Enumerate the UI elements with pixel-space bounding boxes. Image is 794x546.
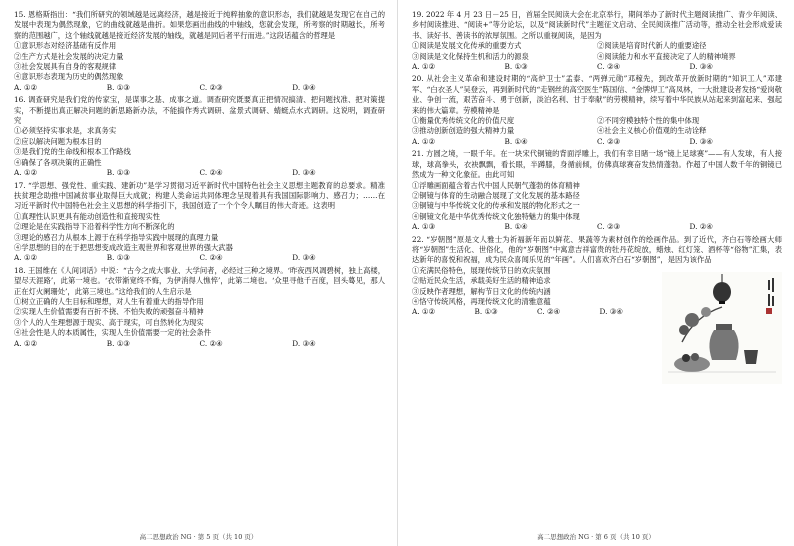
statement: ②不同穷模独特个性的集中体现: [597, 116, 700, 126]
page-footer: 高二思想政治 NG · 第 5 页（共 10 页）: [139, 533, 258, 541]
page-footer: 高二思想政治 NG · 第 6 页（共 10 页）: [537, 533, 655, 541]
question-22-stem: 22. “岁朝图”原是文人雅士为祈福新年而以鲜花、果蔬等为素材创作的绘画作品。到了近代，齐白石等绘画大师将“岁朝图”生活化、世俗化，他的“岁朝图”中寓意吉祥富贵的牡丹花绽放，蜡烛、红灯笼、酒杯等“俗物”汇集，表达新年的喜悦和祝福，成为民众喜闻乐见的“年画”。人们喜欢齐白石“岁朝图”，是因为该作品: [412, 234, 782, 265]
statement: ③社会发展具有自身的客观规律: [14, 62, 117, 72]
statement: ④确保了各项决策的正确性: [14, 157, 102, 167]
option-d: D. ③④: [599, 307, 623, 317]
question-15-stem: 15. 恩格斯指出：“我们所研究的领域越是远离经济，越是接近于纯粹抽象的意识形态，我们就越是发现它在自己的发展中表现为偶然现象，它的曲线就越是曲折。如果您画出曲线的中轴线，您就会发现，所考察的时期越长，所考察的范围越广，这个轴线就越是接近经济发展的轴线，就越是同后者平行而进。”这段话蕴含的哲理是: [14, 10, 385, 40]
statement: ①阅读是发展文化传承的重要方式: [412, 41, 522, 51]
option-a: A. ①③: [412, 222, 435, 232]
option-a: A. ①②: [412, 307, 435, 317]
question-16: [14, 95, 385, 178]
question-22-body: [412, 266, 782, 384]
statement: ①树立正确的人生目标和理想，对人生有着重大的指导作用: [14, 296, 204, 306]
option-d: D. ②④: [689, 222, 713, 232]
statement: ③反映作者理想，解构节日文化的传统内涵: [412, 286, 551, 296]
option-b: B. ①③: [474, 307, 498, 317]
statement: ①意识形态对经济基础有反作用: [14, 41, 117, 51]
answer-options: [14, 83, 385, 93]
option-b: B. ①④: [504, 136, 528, 146]
statement: ④社会性是人的本质属性，实现人生价值需要一定的社会条件: [14, 328, 212, 338]
statement: ④社会主义核心价值观的生动诠释: [597, 126, 707, 136]
answer-options: [412, 137, 782, 147]
option-b: B. ①③: [106, 338, 130, 348]
option-d: D. ③④: [689, 136, 713, 146]
answer-options: [14, 168, 385, 178]
question-22-choices: [412, 266, 662, 384]
statement: ①必须坚持实事求是，求真务实: [14, 126, 117, 136]
statement: ②阅读是培育时代新人的重要途径: [597, 41, 707, 51]
option-a: A. ①②: [14, 338, 37, 348]
statement: ②贴近民众生活，承载美好生活的精神追求: [412, 276, 551, 286]
answer-options: [412, 307, 662, 317]
option-c: C. ②④: [597, 62, 621, 72]
question-17-stem: 17. “学思想、强党性、重实践、建新功”是学习贯彻习近平新时代中国特色社会主义思想主题教育的总要求。精准扶贫理念助推中国减贫事业取得巨大成就；构建人类命运共同体理念呈现着具有我国国际影响力、感召力；……在习近平新时代中国特色社会主义思想的科学指引下，我国创造了一个个令人瞩目的伟大奇迹。这表明: [14, 180, 385, 211]
option-c: C. ②④: [199, 168, 223, 178]
question-19-stem: 19. 2022 年 4 月 23 日－25 日，首届全民阅读大会在北京举行，期间举办了新时代主题阅读推广、青少年阅读、乡村阅读推进、“阅读+”等分论坛，以及“阅读新时代”主题征文启动、全民阅读推广活动等，推动全社会形成爱读书、读好书、善读书的浓厚氛围。之所以重视阅读，是因为: [412, 10, 782, 40]
question-21-stem: 21. 方圆之境，一眼千年。在一块宋代铜镜的背面浮雕上，我们有幸目睹一场“镜上足球赛”——有人发球，有人接球，球高拳头，衣袂飘飘，看长眼，半蹲膝，身循前倾，仿佛真球赛奋发热情蓬勃。作超了中国人数千年的铜镜已然成为一种文化象征。由此可知: [412, 149, 782, 180]
option-a: A. ①②: [14, 253, 37, 263]
statement: ③铜镜与中华传统文化的传承和发展的物化形式之一: [412, 201, 580, 211]
statement: ①浮雕画面蕴含着古代中国人民朝气蓬勃的体育精神: [412, 180, 580, 190]
statement: ④恪守传统风格，再现传统文化的清雅意蕴: [412, 296, 551, 306]
statement: ②实现人生价值需要有百折不挠、不怕失败的顽强奋斗精神: [14, 307, 204, 317]
question-18: [14, 266, 385, 349]
option-b: B. ①③: [106, 253, 130, 263]
answer-options: [412, 62, 782, 72]
option-b: B. ①③: [106, 168, 130, 178]
statement: ④学思想的目的在于把思想变成改造主观世界和客观世界的强大武器: [14, 242, 233, 252]
question-15: [14, 10, 385, 93]
option-c: C. ②④: [199, 338, 223, 348]
statement: ④阅读能力和水平直接决定了人的精神境界: [597, 51, 736, 61]
option-d: D. ③④: [292, 82, 316, 92]
statement: ①真理性认识更具有能动创造性和直接现实性: [14, 211, 160, 221]
statement: ③个人的人生理想源于现实、高于现实，可自然转化为现实: [14, 317, 204, 327]
statement: ③理论的感召力从根本上源于在科学指导实践中展现的真理力量: [14, 232, 219, 242]
question-16-stem: 16. 调查研究是我们党的传家宝，是谋事之基、成事之道。调查研究既要真正把情况搞清、把问题找准、把对策提实，不断提出真正解决问题的新思路新办法，不能搞作秀式调研、盆景式调研、蜻蜓点水式调研。这说明，调查研究: [14, 95, 385, 126]
statement: ②铜镜与体育的生动融合展现了文化发展的基本路径: [412, 190, 580, 200]
statement: ①充满民俗特色，展现传统节日的欢庆氛围: [412, 265, 551, 275]
question-18-stem: 18. 王国维在《人间词话》中说：“古今之成大事业、大学问者，必经过三种之境界。‘昨夜西风凋碧树，独上高楼，望尽天涯路’，此第一境也。‘衣带渐宽终不悔，为伊消得人憔悴’，此第二境也。‘众里寻他千百度，回头蓦见，那人正在灯火阑珊处’，此第三境也。”这给我们的人生启示是: [14, 265, 385, 296]
question-20-stem: 20. 从社会主义革命和建设时期的“高炉卫士”孟泰、“两弹元勋”邓稼先，到改革开放新时期的“知识工人”邓建军、“白衣圣人”吴登云，再到新时代的“走钢丝的高空医生”陈国信、“金牌焊工”高凤林，一大批建设者发扬“爱岗敬业、争创一流，艰苦奋斗、勇于创新，淡泊名利、甘于奉献”的劳模精神，续写着中华民族从站起来到富起来、强起来的伟大篇章。劳模精神是: [412, 74, 782, 115]
statement-row: [412, 126, 782, 136]
question-22: [412, 235, 782, 384]
option-d: D. ③④: [689, 62, 713, 72]
option-d: D. ③④: [292, 168, 316, 178]
option-a: A. ①②: [412, 136, 435, 146]
statement-row: [412, 41, 782, 51]
statement: ③阅读是文化保持生机和活力的源泉: [412, 51, 529, 61]
exam-page-6: [397, 0, 794, 546]
statement: ②生产方式是社会发展的决定力量: [14, 51, 124, 61]
option-c: C. ②④: [199, 253, 223, 263]
answer-options: [14, 339, 385, 349]
option-d: D. ③④: [292, 338, 316, 348]
option-b: B. ①③: [106, 82, 130, 92]
option-b: B. ①③: [504, 62, 528, 72]
statement: ③是我们党的生命线和根本工作路线: [14, 147, 131, 157]
option-c: C. ②④: [537, 307, 561, 317]
option-c: C. ②③: [597, 136, 621, 146]
answer-options: [14, 253, 385, 263]
option-c: C. ②③: [597, 222, 621, 232]
statement: ②理论是在实践指导下沿着科学性方向不断深化的: [14, 222, 175, 232]
question-21: [412, 149, 782, 232]
answer-options: [412, 222, 782, 232]
option-b: B. ①④: [504, 222, 528, 232]
option-c: C. ②③: [199, 82, 223, 92]
statement: ③推动创新创造的强大精神力量: [412, 126, 515, 136]
statement: ④铜镜文化是中华优秀传统文化独特魅力的集中体现: [412, 211, 580, 221]
option-a: A. ①②: [412, 62, 435, 72]
statement-row: [412, 116, 782, 126]
statement: ①衡量优秀传统文化的价值尺度: [412, 116, 515, 126]
statement-row: [412, 52, 782, 62]
statement: ④意识形态表现为历史的偶然现象: [14, 72, 124, 82]
suichao-painting-image: [662, 272, 782, 384]
option-d: D. ③④: [292, 253, 316, 263]
question-19: [412, 10, 782, 72]
question-17: [14, 181, 385, 264]
question-20: [412, 74, 782, 147]
statement: ②应以解决问题为根本目的: [14, 136, 102, 146]
option-a: A. ①②: [14, 168, 37, 178]
option-a: A. ①②: [14, 82, 37, 92]
cup-icon: [744, 350, 758, 364]
